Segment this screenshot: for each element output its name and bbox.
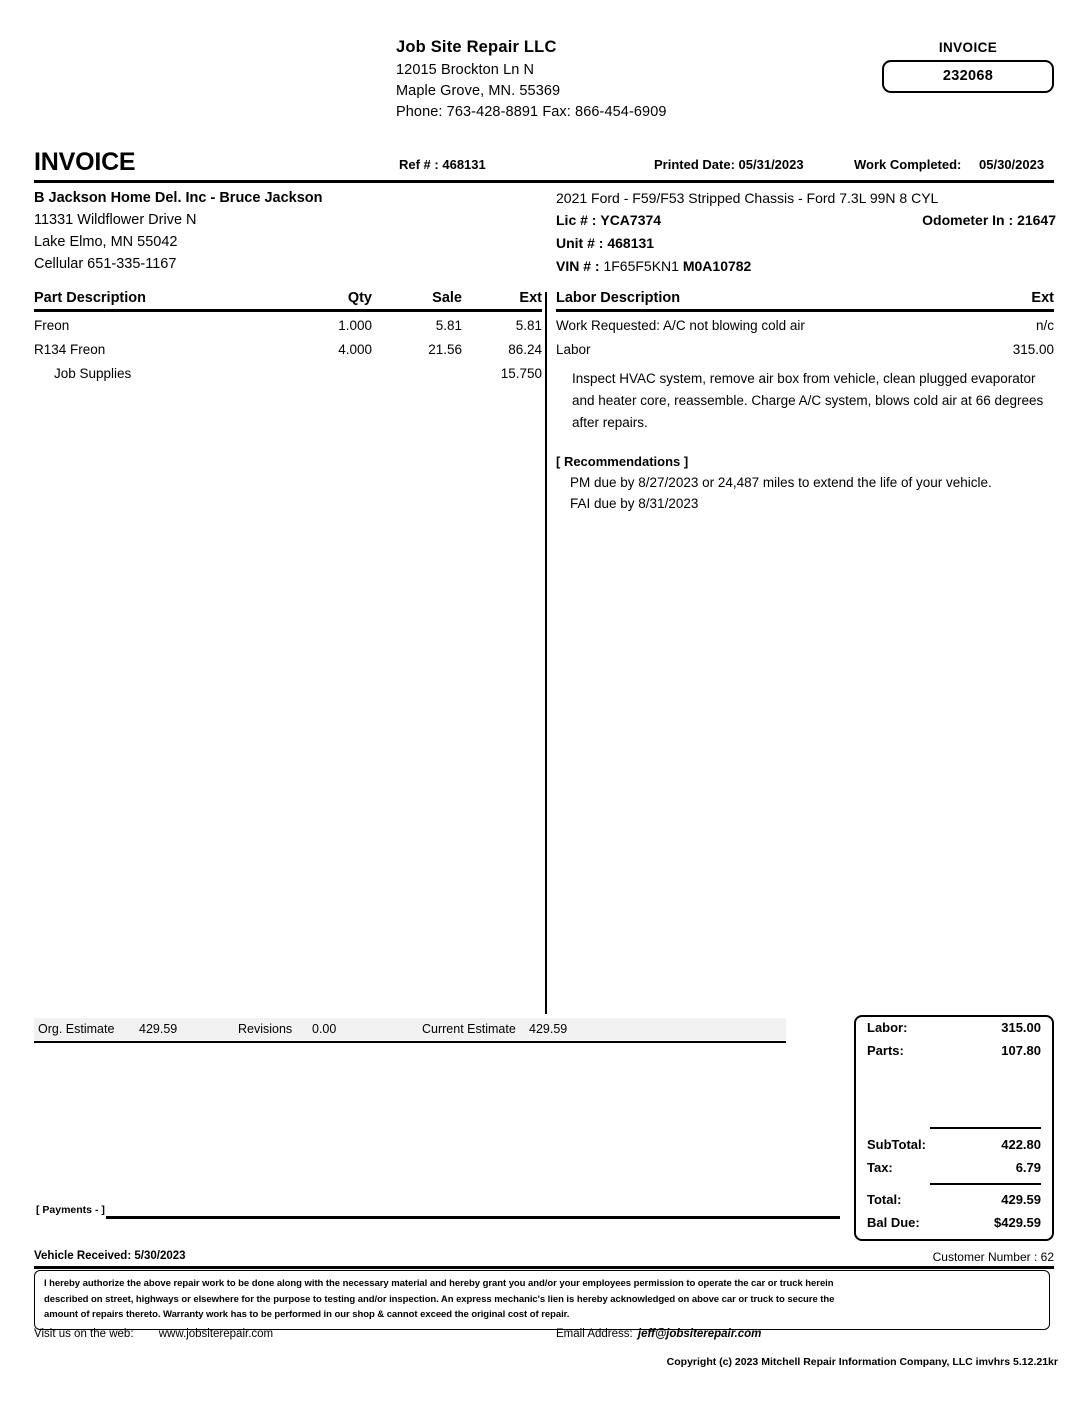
parts-header-qty: Qty	[347, 290, 372, 306]
totals-tax-value: 6.79	[1015, 1160, 1041, 1175]
totals-subtotal-value: 422.80	[1001, 1137, 1041, 1152]
customer-address-line-2: Lake Elmo, MN 55042	[34, 234, 178, 250]
table-row	[34, 366, 542, 390]
labor-header-ext: Ext	[1031, 290, 1054, 306]
part-ext: 86.24	[508, 342, 542, 357]
labor-header-rule	[556, 309, 1054, 312]
company-address-line-1: 12015 Brockton Ln N	[396, 62, 535, 78]
part-ext: 5.81	[515, 318, 542, 333]
totals-balance-due-value: $429.59	[994, 1215, 1041, 1230]
totals-labor-row	[856, 1017, 1052, 1040]
totals-labor-label: Labor:	[867, 1020, 908, 1035]
labor-ext: n/c	[1035, 318, 1054, 333]
invoice-badge-label: INVOICE	[938, 40, 998, 55]
totals-labor-value: 315.00	[1001, 1020, 1041, 1035]
part-qty: 1.000	[338, 318, 372, 333]
vin-label: VIN # :	[556, 258, 600, 274]
printed-date-label: Printed Date:	[654, 157, 735, 172]
totals-subtotal-row	[856, 1134, 1052, 1157]
parts-header-description: Part Description	[34, 290, 146, 306]
totals-parts-row	[856, 1040, 1052, 1063]
part-description: Job Supplies	[54, 366, 132, 381]
company-contact-line: Phone: 763-428-8891 Fax: 866-454-6909	[396, 104, 667, 120]
current-estimate-value: 429.59	[529, 1022, 568, 1036]
work-completed-label: Work Completed:	[854, 157, 962, 172]
customer-number: Customer Number : 62	[932, 1250, 1054, 1264]
table-row	[556, 342, 1054, 366]
totals-balance-due-row	[856, 1212, 1052, 1235]
totals-spacer	[856, 1063, 1052, 1127]
labor-description: Work Requested: A/C not blowing cold air	[556, 318, 805, 333]
printed-date-value: 05/31/2023	[738, 157, 804, 172]
revisions-label: Revisions	[238, 1022, 293, 1036]
totals-tax-label: Tax:	[867, 1160, 893, 1175]
totals-tax-row	[856, 1157, 1052, 1180]
website-label: Visit us on the web:	[34, 1328, 134, 1340]
company-header	[396, 38, 816, 125]
company-address-line-2: Maple Grove, MN. 55369	[396, 83, 561, 99]
totals-parts-value: 107.80	[1001, 1043, 1041, 1058]
labor-table-body	[556, 318, 1054, 514]
reference-number-value: 468131	[442, 157, 486, 172]
unit-label: Unit # :	[556, 235, 604, 251]
labor-header-description: Labor Description	[556, 290, 681, 306]
title-divider	[34, 180, 1054, 183]
estimate-divider	[34, 1041, 786, 1043]
vehicle-vin-row	[556, 258, 1056, 275]
page-title: INVOICE	[34, 148, 136, 176]
vin-value-suffix: M0A10782	[682, 258, 752, 274]
website-footer	[34, 1328, 273, 1340]
original-estimate-value: 429.59	[139, 1022, 178, 1036]
part-qty: 4.000	[338, 342, 372, 357]
invoice-number-block	[882, 40, 1054, 93]
totals-total-separator	[930, 1183, 1041, 1185]
legal-line: I hereby authorize the above repair work to be done along with the necessary material and hereby grant you and/or your employees permission to operate the car or truck herein	[44, 1278, 834, 1289]
recommendation-line: FAI due by 8/31/2023	[570, 496, 699, 511]
table-row	[34, 342, 542, 366]
parts-header-sale: Sale	[432, 290, 462, 306]
customer-name: B Jackson Home Del. Inc - Bruce Jackson	[34, 190, 323, 206]
email-label: Email Address:	[556, 1328, 633, 1340]
estimate-summary-strip	[34, 1018, 786, 1040]
vehicle-unit-row	[556, 235, 1056, 252]
odometer-value: 21647	[1017, 212, 1056, 228]
totals-total-row	[856, 1189, 1052, 1212]
labor-detail-text: Inspect HVAC system, remove air box from vehicle, clean plugged evaporator and heater core, reassemble. Charge A/C system, blows cold air at 66 degrees after repairs.	[572, 371, 1044, 430]
part-sale: 21.56	[428, 342, 462, 357]
part-ext: 15.750	[500, 366, 542, 381]
part-description: Freon	[34, 318, 70, 333]
column-divider	[545, 292, 547, 1014]
legal-line: amount of repairs thereto. Warranty work has to be performed in our shop & cannot exceed the original cost of repair.	[44, 1309, 570, 1320]
footer-divider	[34, 1266, 1054, 1269]
labor-table-header	[556, 290, 1054, 306]
vehicle-license-row	[556, 212, 1056, 229]
invoice-number-value: 232068	[882, 60, 1054, 93]
reference-number-label: Ref # :	[399, 157, 439, 172]
table-row	[556, 318, 1054, 342]
vehicle-received-date: Vehicle Received: 5/30/2023	[34, 1250, 186, 1262]
authorization-legal-box	[34, 1270, 1050, 1330]
odometer-label: Odometer In :	[922, 212, 1014, 228]
parts-table-header	[34, 290, 542, 306]
original-estimate-label: Org. Estimate	[38, 1022, 115, 1036]
work-completed-value: 05/30/2023	[979, 157, 1045, 172]
payments-signature-rule	[106, 1216, 840, 1219]
totals-balance-due-label: Bal Due:	[867, 1215, 920, 1230]
totals-subtotal-label: SubTotal:	[867, 1137, 926, 1152]
odometer-group	[922, 212, 1056, 228]
recommendations-title: [ Recommendations ]	[556, 454, 689, 469]
table-row	[34, 318, 542, 342]
revisions-value: 0.00	[312, 1022, 337, 1036]
parts-header-rule	[34, 309, 542, 312]
invoice-title-row	[34, 148, 1058, 180]
totals-parts-label: Parts:	[867, 1043, 904, 1058]
payments-label: [ Payments - ]	[36, 1204, 105, 1216]
totals-subtotal-separator	[930, 1127, 1041, 1129]
totals-box	[854, 1015, 1054, 1241]
license-label: Lic # :	[556, 212, 597, 228]
website-url[interactable]: www.jobsiterepair.com	[158, 1328, 274, 1340]
parts-table-body	[34, 318, 542, 390]
vin-value: 1F65F5KN1	[603, 258, 679, 274]
vehicle-description: 2021 Ford - F59/F53 Stripped Chassis - Ford 7.3L 99N 8 CYL	[556, 190, 939, 206]
customer-phone: Cellular 651-335-1167	[34, 256, 177, 272]
unit-value: 468131	[607, 235, 655, 251]
labor-description: Labor	[556, 342, 591, 357]
part-sale: 5.81	[435, 318, 462, 333]
totals-total-label: Total:	[867, 1192, 902, 1207]
vehicle-info	[556, 190, 1056, 281]
reference-number	[399, 157, 486, 172]
recommendation-line: PM due by 8/27/2023 or 24,487 miles to extend the life of your vehicle.	[570, 475, 992, 490]
email-footer	[556, 1328, 761, 1340]
part-description: R134 Freon	[34, 342, 106, 357]
current-estimate-label: Current Estimate	[422, 1022, 516, 1036]
work-completed	[854, 157, 1044, 172]
customer-info	[34, 190, 534, 278]
labor-ext: 315.00	[1012, 342, 1054, 357]
company-name: Job Site Repair LLC	[396, 38, 557, 56]
parts-header-ext: Ext	[519, 290, 542, 306]
legal-line: described on street, highways or elsewhere for the purpose to testing and/or inspection. An express mechanic's lien is hereby acknowledged on above car or truck to secure the	[44, 1293, 835, 1305]
customer-address-line-1: 11331 Wildflower Drive N	[34, 212, 197, 228]
license-value: YCA7374	[600, 212, 662, 228]
copyright-notice: Copyright (c) 2023 Mitchell Repair Information Company, LLC imvhrs 5.12.21kr	[666, 1356, 1058, 1368]
printed-date	[654, 157, 804, 172]
totals-total-value: 429.59	[1001, 1192, 1041, 1207]
email-address[interactable]: jeff@jobsiterepair.com	[637, 1328, 762, 1340]
